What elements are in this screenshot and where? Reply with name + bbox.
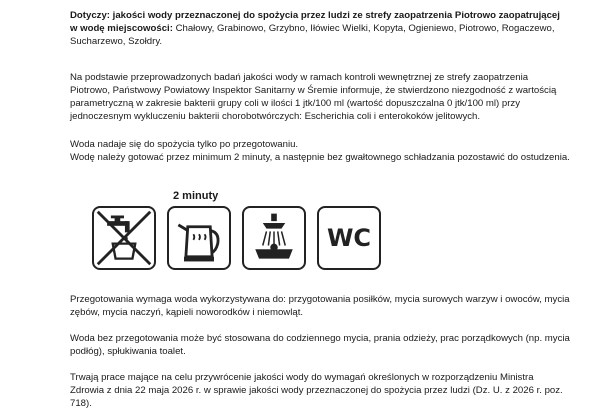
wc-icon: [317, 206, 381, 270]
paragraph-findings: Na podstawie przeprowadzonych badań jakości wody w ramach kontroli wewnętrznej ze strefy zaopatrzenia Piotrowo, Państwowy Powiatowy Inspektor Sanitarny w Śremie informuje, że stwierdzono niezgodność z wartością parametryczną w zakresie bakterii grupy coli w ilości 1 jtk/100 ml (wartość dopuszczalna 0 jtk/100 ml) przy jednoczesnym wykluczeniu bakterii chorobotwórczych: Escherichia coli i enterokoków jelitowych.: [70, 72, 557, 122]
subject-lead: Dotyczy: jakości wody przeznaczonej do spożycia przez ludzi ze strefy zaopatrzenia Piotrowo zaopatrującej w wodę miejscowości:: [70, 10, 560, 34]
wc-label: WC: [326, 224, 372, 252]
no-tap-drinking-icon: [92, 206, 156, 270]
paragraph-remediation: Trwają prace mające na celu przywrócenie jakości wody do wymagań określonych w rozporządzeniu Ministra Zdrowia z dnia 22 maja 2026 r. w sprawie jakości wody przeznaczonej do spożycia przez ludzi (Dz. U. z 2026 r. poz. 718).: [70, 372, 563, 409]
paragraph-no-boil-uses: Woda bez przegotowania może być stosowana do codziennego mycia, prania odzieży, prac porządkowych (np. mycia podłóg), spłukiwania toalet.: [70, 333, 570, 357]
kettle-icon: [167, 206, 231, 270]
boil-duration-label: 2 minuty: [173, 190, 219, 202]
paragraph-boil-instructions: Wodę należy gotować przez minimum 2 minuty, a następnie bez gwałtownego schładzania pozostawić do ostudzenia.: [70, 152, 570, 163]
document-body: [70, 9, 570, 48]
paragraph-boil-uses: Przegotowania wymaga woda wykorzystywana do: przygotowania posiłków, mycia surowych warzyw i owoców, mycia zębów, mycia naczyń, kąpieli noworodków i niemowląt.: [70, 294, 570, 318]
subject-places: Chałowy, Grabinowo, Grzybno, Iłówiec Wielki, Kopyta, Ogieniewo, Piotrowo, Rogaczewo, Sucharzewo, Szołdry.: [70, 23, 555, 47]
paragraph-boil-notice: Woda nadaje się do spożycia tylko po przegotowaniu.: [70, 139, 299, 150]
subject-line: [70, 9, 570, 48]
shower-bath-icon: [242, 206, 306, 270]
